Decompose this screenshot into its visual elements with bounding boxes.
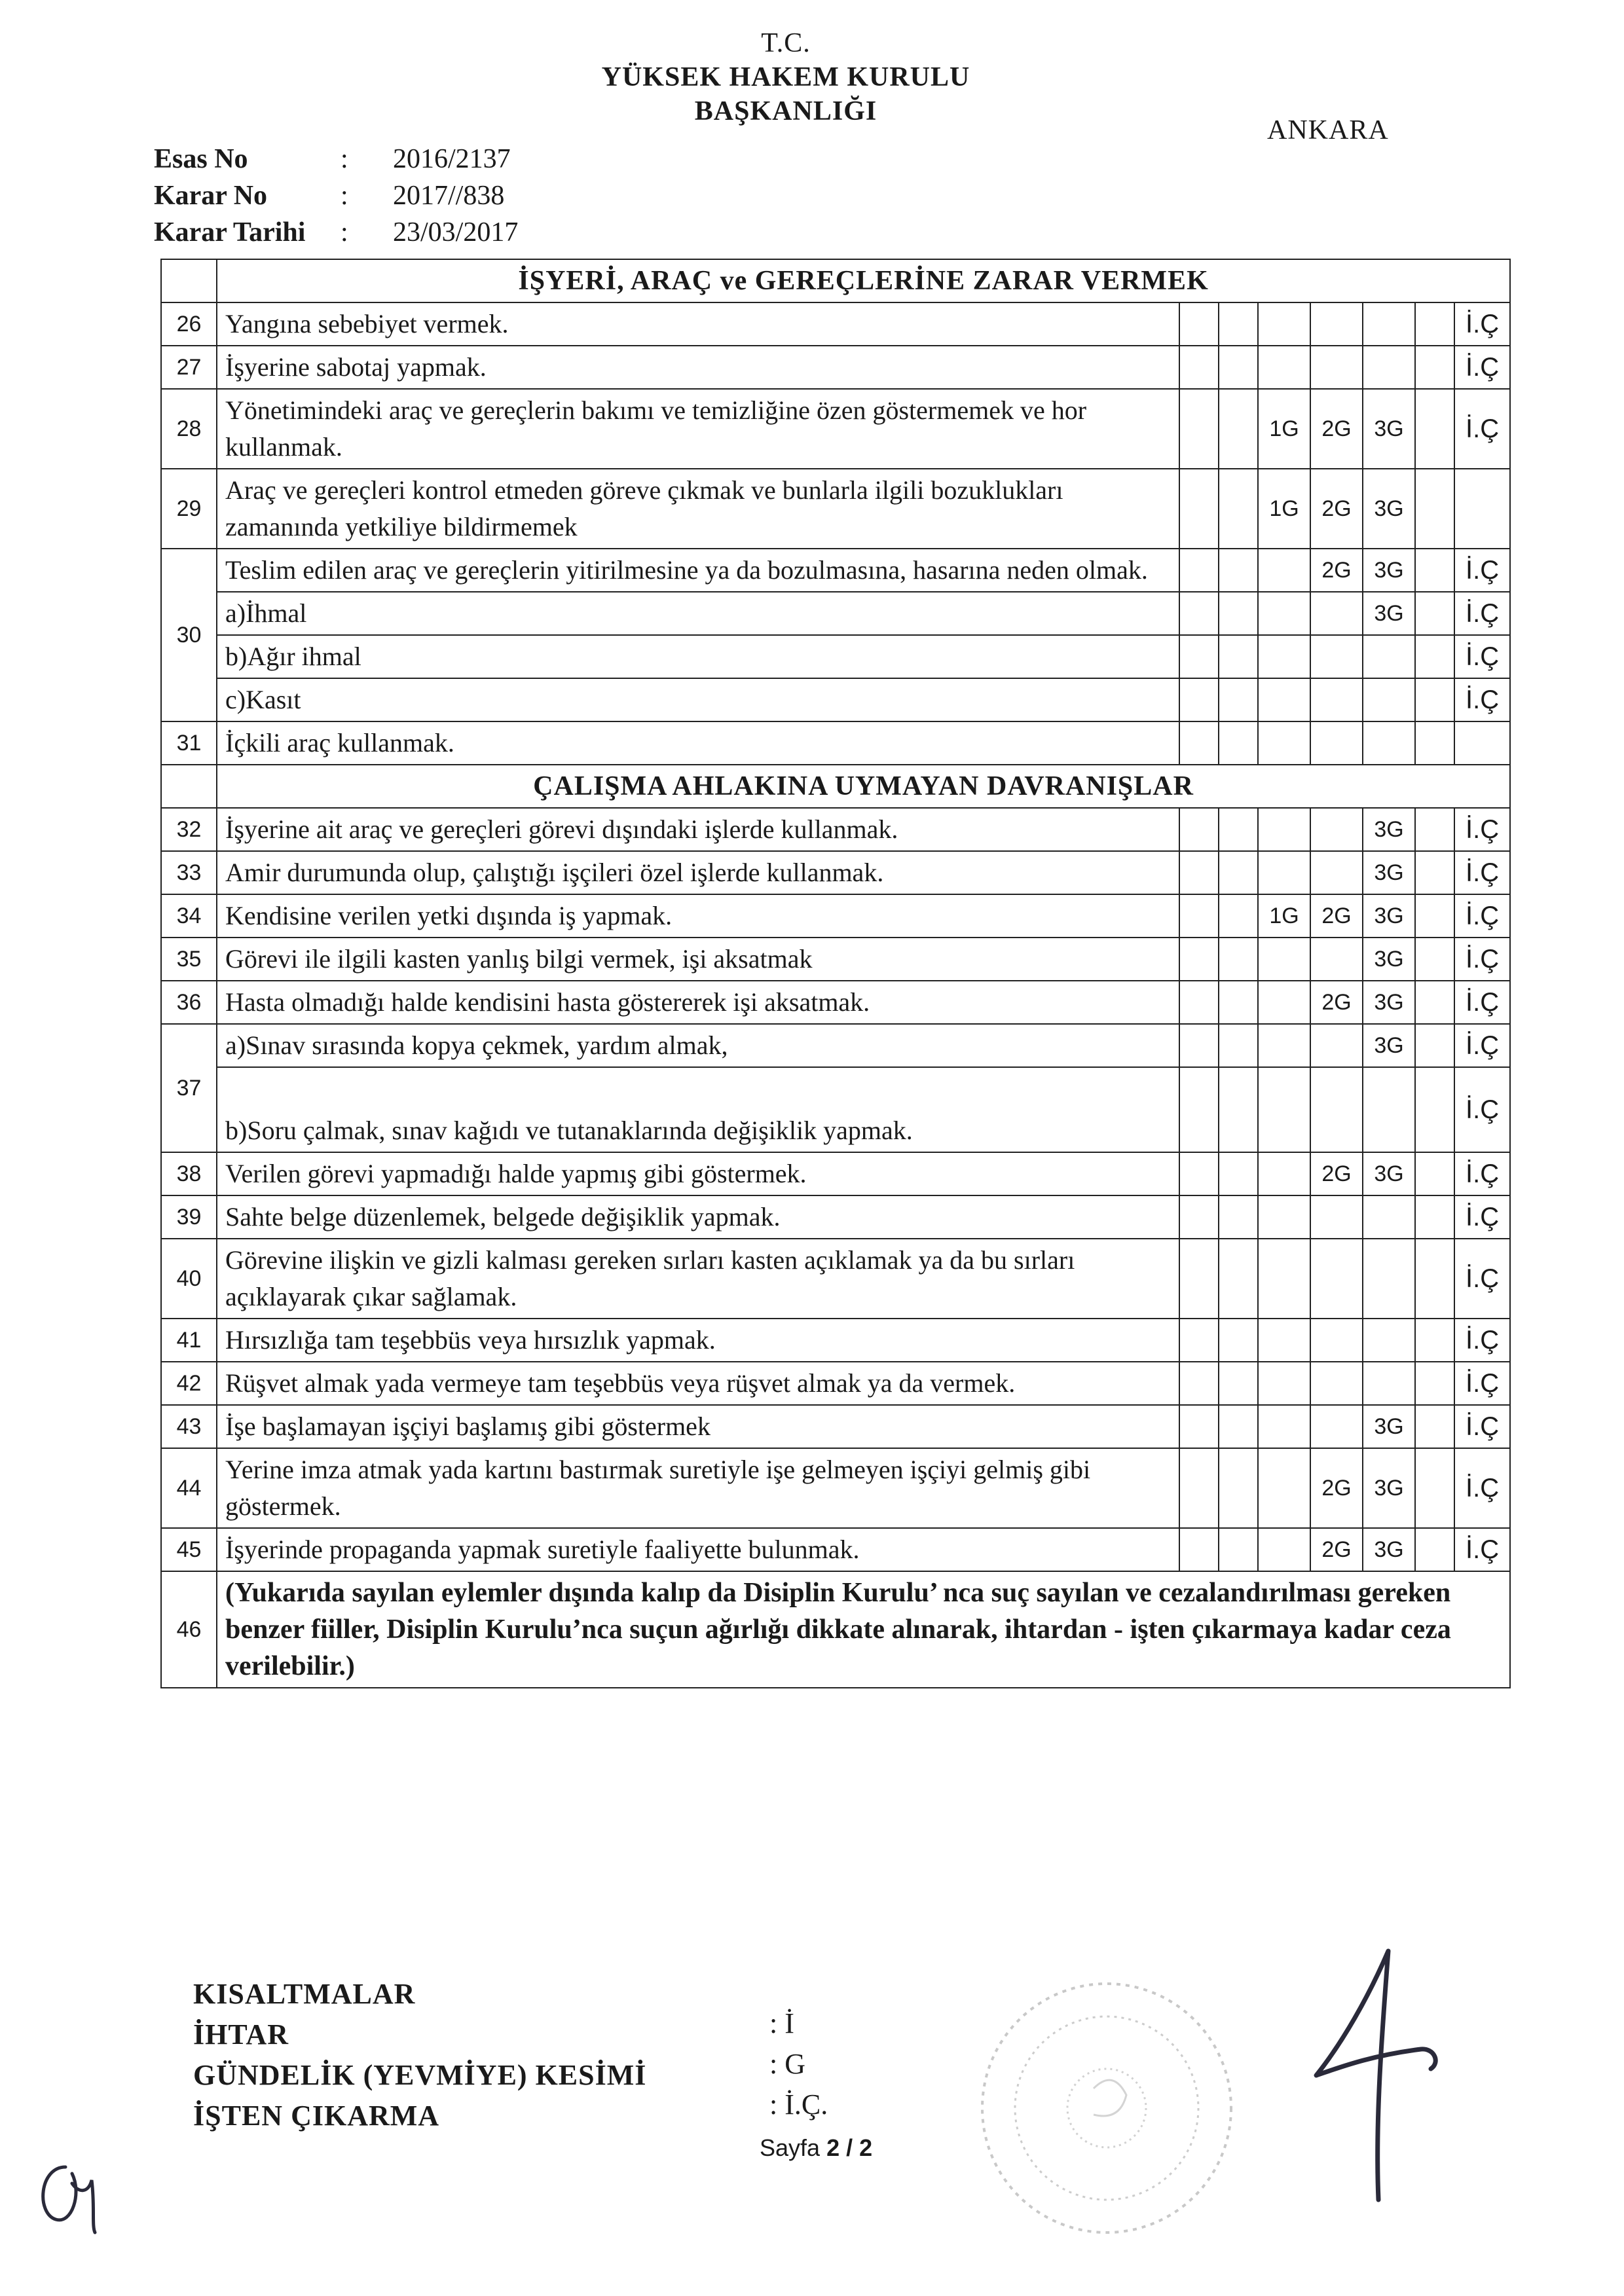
blank-cell — [161, 259, 217, 302]
meta-value: 2017//838 — [393, 181, 505, 211]
penalty-ic: İ.Ç — [1454, 592, 1510, 635]
penalty-table — [160, 259, 1511, 1688]
row-number: 39 — [161, 1195, 217, 1239]
row-text: Amir durumunda olup, çalıştığı işçileri özel işlerde kullanmak. — [217, 851, 1179, 894]
row-text: b)Ağır ihmal — [217, 635, 1179, 678]
row-number: 34 — [161, 894, 217, 938]
penalty-3g: 3G — [1363, 1448, 1415, 1528]
header-department: BAŞKANLIĞI — [694, 96, 877, 126]
penalty-ic: İ.Ç — [1454, 346, 1510, 389]
row-number: 43 — [161, 1405, 217, 1448]
meta-label: Karar Tarihi — [154, 217, 306, 247]
row-text: Rüşvet almak yada vermeye tam teşebbüs veya rüşvet almak ya da vermek. — [217, 1362, 1179, 1405]
row-text: b)Soru çalmak, sınav kağıdı ve tutanaklarında değişiklik yapmak. — [217, 1067, 1179, 1152]
penalty-ic: İ.Ç — [1454, 1319, 1510, 1362]
table-row — [161, 1239, 1510, 1319]
page-number — [760, 2134, 872, 2162]
blank-cell — [161, 765, 217, 808]
table-row — [161, 1362, 1510, 1405]
header-institution: YÜKSEK HAKEM KURULU — [601, 62, 970, 92]
penalty-3g: 3G — [1363, 1024, 1415, 1067]
penalty-ic: İ.Ç — [1454, 302, 1510, 346]
row-text: İşe başlamayan işçiyi başlamış gibi göstermek — [217, 1405, 1179, 1448]
row-text: Görevi ile ilgili kasten yanlış bilgi vermek, işi aksatmak — [217, 938, 1179, 981]
meta-label: Esas No — [154, 144, 248, 174]
row-number: 33 — [161, 851, 217, 894]
section-title: İŞYERİ, ARAÇ ve GEREÇLERİNE ZARAR VERMEK — [217, 259, 1510, 302]
row-number: 38 — [161, 1152, 217, 1195]
table-row — [161, 469, 1510, 549]
row-text: a)İhmal — [217, 592, 1179, 635]
penalty-ic: İ.Ç — [1454, 1405, 1510, 1448]
table-subrow — [161, 592, 1510, 635]
penalty-3g: 3G — [1363, 592, 1415, 635]
table-row — [161, 938, 1510, 981]
row-text: Hasta olmadığı halde kendisini hasta göstererek işi aksatmak. — [217, 981, 1179, 1024]
row-number: 30 — [161, 549, 217, 721]
row-text: Verilen görevi yapmadığı halde yapmış gibi göstermek. — [217, 1152, 1179, 1195]
penalty-ic: İ.Ç — [1454, 1239, 1510, 1319]
row-number: 42 — [161, 1362, 217, 1405]
page-prefix: Sayfa — [760, 2134, 827, 2161]
meta-colon: : — [341, 181, 348, 211]
section-row — [161, 765, 1510, 808]
table-row — [161, 1195, 1510, 1239]
row-text: Yerine imza atmak yada kartını bastırmak suretiyle işe gelmeyen işçiyi gelmiş gibi göstermek. — [217, 1448, 1179, 1528]
row-text: İçkili araç kullanmak. — [217, 721, 1179, 765]
penalty-2g: 2G — [1310, 894, 1363, 938]
section-title: ÇALIŞMA AHLAKINA UYMAYAN DAVRANIŞLAR — [217, 765, 1510, 808]
penalty-1g: 1G — [1258, 389, 1310, 469]
penalty-ic: İ.Ç — [1454, 938, 1510, 981]
abbreviation-codes — [769, 2003, 828, 2125]
row-text: Yangına sebebiyet vermek. — [217, 302, 1179, 346]
row-number: 27 — [161, 346, 217, 389]
penalty-ic: İ.Ç — [1454, 389, 1510, 469]
header-city: ANKARA — [1267, 115, 1389, 145]
meta-colon: : — [341, 144, 348, 174]
row-text: Kendisine verilen yetki dışında iş yapmak. — [217, 894, 1179, 938]
table-row — [161, 1528, 1510, 1571]
table-row — [161, 721, 1510, 765]
table-row — [161, 302, 1510, 346]
row-number: 41 — [161, 1319, 217, 1362]
table-subrow — [161, 678, 1510, 721]
penalty-1g: 1G — [1258, 894, 1310, 938]
row-number: 46 — [161, 1571, 217, 1688]
penalty-ic: İ.Ç — [1454, 1067, 1510, 1152]
abbreviation-code: : İ — [769, 2007, 794, 2039]
penalty-3g: 3G — [1363, 808, 1415, 851]
penalty-ic: İ.Ç — [1454, 1024, 1510, 1067]
row-number: 32 — [161, 808, 217, 851]
meta-value: 2016/2137 — [393, 144, 511, 174]
penalty-3g: 3G — [1363, 938, 1415, 981]
row-text: İşyerine sabotaj yapmak. — [217, 346, 1179, 389]
penalty-ic: İ.Ç — [1454, 808, 1510, 851]
penalty-1g: 1G — [1258, 469, 1310, 549]
penalty-2g: 2G — [1310, 549, 1363, 592]
abbreviations-title: KISALTMALAR — [193, 1978, 416, 2010]
case-meta — [154, 141, 518, 251]
table-row — [161, 894, 1510, 938]
penalty-ic: İ.Ç — [1454, 549, 1510, 592]
row-number: 35 — [161, 938, 217, 981]
penalty-3g: 3G — [1363, 1405, 1415, 1448]
penalty-3g: 3G — [1363, 1152, 1415, 1195]
penalty-ic: İ.Ç — [1454, 635, 1510, 678]
official-stamp-icon — [969, 1971, 1244, 2249]
page-current: 2 — [826, 2134, 840, 2161]
row-text: Yönetimindeki araç ve gereçlerin bakımı ve temizliğine özen göstermemek ve hor kullanmak. — [217, 389, 1179, 469]
row-number: 44 — [161, 1448, 217, 1528]
penalty-3g: 3G — [1363, 894, 1415, 938]
row-text: Araç ve gereçleri kontrol etmeden göreve çıkmak ve bunlarla ilgili bozuklukları zamanında yetkiliye bildirmemek — [217, 469, 1179, 549]
penalty-3g: 3G — [1363, 549, 1415, 592]
row-text: a)Sınav sırasında kopya çekmek, yardım almak, — [217, 1024, 1179, 1067]
penalty-2g: 2G — [1310, 981, 1363, 1024]
abbreviation-code: : G — [769, 2048, 805, 2080]
row-number: 37 — [161, 1024, 217, 1152]
row-text: Sahte belge düzenlemek, belgede değişiklik yapmak. — [217, 1195, 1179, 1239]
meta-row-karar — [154, 177, 518, 214]
row-number: 31 — [161, 721, 217, 765]
penalty-2g: 2G — [1310, 469, 1363, 549]
page-total: 2 — [859, 2134, 873, 2161]
meta-value: 23/03/2017 — [393, 217, 519, 247]
initial-mark-icon — [26, 2154, 105, 2242]
row-text: İşyerine ait araç ve gereçleri görevi dışındaki işlerde kullanmak. — [217, 808, 1179, 851]
meta-label: Karar No — [154, 181, 268, 211]
row-text: Hırsızlığa tam teşebbüs veya hırsızlık yapmak. — [217, 1319, 1179, 1362]
abbreviation-label: İHTAR — [193, 2018, 289, 2050]
table-row — [161, 1024, 1510, 1067]
abbreviation-label: İŞTEN ÇIKARMA — [193, 2100, 440, 2132]
table-row — [161, 808, 1510, 851]
penalty-3g: 3G — [1363, 469, 1415, 549]
meta-row-esas — [154, 141, 518, 177]
penalty-ic: İ.Ç — [1454, 851, 1510, 894]
row-text: İşyerinde propaganda yapmak suretiyle faaliyette bulunmak. — [217, 1528, 1179, 1571]
row-number: 29 — [161, 469, 217, 549]
table-row — [161, 346, 1510, 389]
row-text: c)Kasıt — [217, 678, 1179, 721]
table-subrow — [161, 1067, 1510, 1152]
penalty-ic: İ.Ç — [1454, 981, 1510, 1024]
penalty-2g: 2G — [1310, 1448, 1363, 1528]
penalty-ic: İ.Ç — [1454, 1362, 1510, 1405]
table-row — [161, 851, 1510, 894]
penalty-2g: 2G — [1310, 1152, 1363, 1195]
penalty-2g: 2G — [1310, 389, 1363, 469]
row-text: Teslim edilen araç ve gereçlerin yitirilmesine ya da bozulmasına, hasarına neden olmak. — [217, 549, 1179, 592]
row-text: Görevine ilişkin ve gizli kalması gereken sırları kasten açıklamak ya da bu sırları açıklayarak çıkar sağlamak. — [217, 1239, 1179, 1319]
abbreviations-block — [193, 1974, 646, 2136]
abbreviation-code: : İ.Ç. — [769, 2088, 828, 2121]
table-row — [161, 1448, 1510, 1528]
penalty-3g: 3G — [1363, 1528, 1415, 1571]
table-subrow — [161, 635, 1510, 678]
table-row — [161, 1152, 1510, 1195]
penalty-ic: İ.Ç — [1454, 1195, 1510, 1239]
table-row — [161, 1319, 1510, 1362]
row-number: 28 — [161, 389, 217, 469]
header-tc: T.C. — [761, 28, 811, 58]
table-row — [161, 1405, 1510, 1448]
row-number: 26 — [161, 302, 217, 346]
table-row — [161, 389, 1510, 469]
penalty-2g: 2G — [1310, 1528, 1363, 1571]
penalty-ic: İ.Ç — [1454, 678, 1510, 721]
row-number: 45 — [161, 1528, 217, 1571]
document-header — [524, 26, 1048, 128]
meta-colon: : — [341, 217, 348, 247]
table-row — [161, 549, 1510, 592]
penalty-ic: İ.Ç — [1454, 1528, 1510, 1571]
signature-icon — [1290, 1938, 1460, 2216]
penalty-3g: 3G — [1363, 981, 1415, 1024]
table-row — [161, 981, 1510, 1024]
general-clause-text: (Yukarıda sayılan eylemler dışında kalıp da Disiplin Kurulu’ nca suç sayılan ve cezalandırılması gereken benzer fiiller, Disiplin Kurulu’nca suçun ağırlığı dikkate alınarak, ihtardan - işten çıkarmaya kadar ceza verilebilir.) — [217, 1571, 1510, 1688]
penalty-ic: İ.Ç — [1454, 1448, 1510, 1528]
penalty-ic: İ.Ç — [1454, 894, 1510, 938]
page-separator: / — [840, 2134, 860, 2161]
penalty-ic: İ.Ç — [1454, 1152, 1510, 1195]
row-number: 40 — [161, 1239, 217, 1319]
meta-row-tarih — [154, 214, 518, 251]
penalty-3g: 3G — [1363, 389, 1415, 469]
abbreviation-label: GÜNDELİK (YEVMİYE) KESİMİ — [193, 2059, 647, 2091]
row-number: 36 — [161, 981, 217, 1024]
penalty-3g: 3G — [1363, 851, 1415, 894]
section-row — [161, 259, 1510, 302]
table-row — [161, 1571, 1510, 1688]
